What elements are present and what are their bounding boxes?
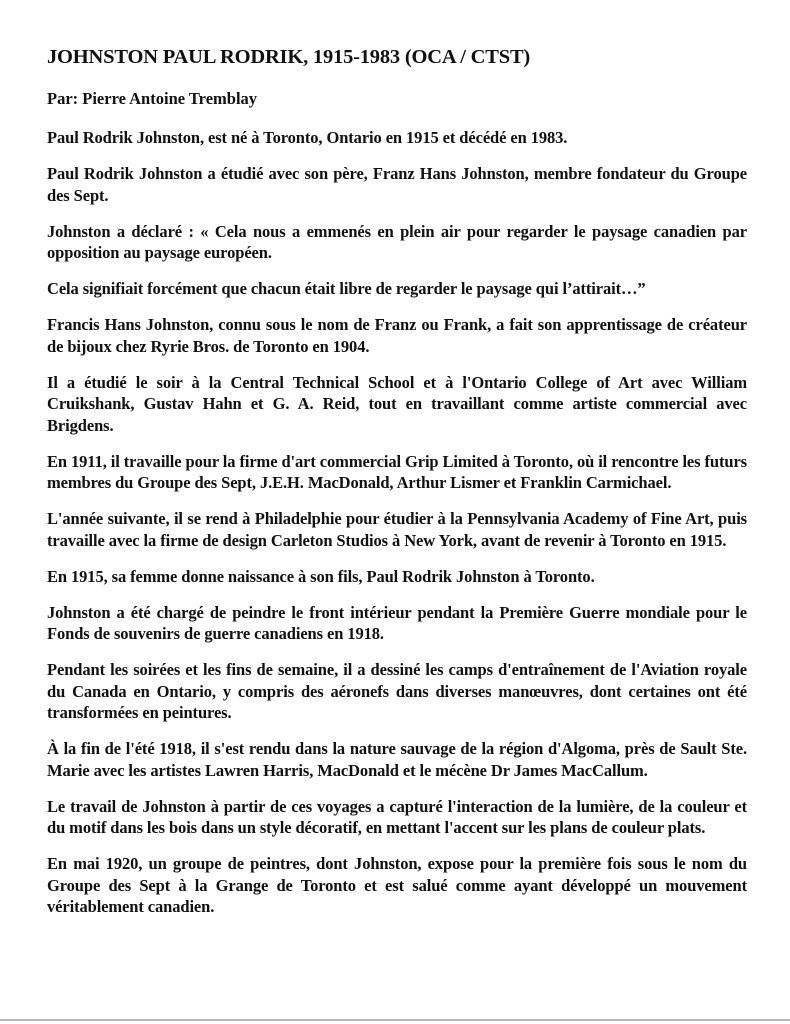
paragraph: En mai 1920, un groupe de peintres, dont Johnston, expose pour la première fois sous le nom du Groupe des Sept à la Grange de Toronto et est salué comme ayant développé un mouvement véritablement canadien.: [47, 854, 747, 916]
paragraph: À la fin de l'été 1918, il s'est rendu dans la nature sauvage de la région d'Algoma, près de Sault Ste. Marie avec les artistes Lawren Harris, MacDonald et le mécène Dr James MacCallum.: [47, 739, 747, 780]
document-page: [47, 44, 747, 932]
paragraph: Cela signifiait forcément que chacun était libre de regarder le paysage qui l’attirait…”: [47, 279, 646, 298]
paragraph: Paul Rodrik Johnston a étudié avec son père, Franz Hans Johnston, membre fondateur du Groupe des Sept.: [47, 164, 747, 205]
paragraph: Il a étudié le soir à la Central Technical School et à l'Ontario College of Art avec William Cruikshank, Gustav Hahn et G. A. Reid, tout en travaillant comme artiste commercial avec Brigdens.: [47, 372, 747, 435]
paragraph: Paul Rodrik Johnston, est né à Toronto, Ontario en 1915 et décédé en 1983.: [47, 128, 568, 147]
author-line: Par: Pierre Antoine Tremblay: [47, 89, 258, 108]
paragraph: Johnston a déclaré : « Cela nous a emmenés en plein air pour regarder le paysage canadien par opposition au paysage européen.: [47, 221, 747, 262]
paragraph: Francis Hans Johnston, connu sous le nom de Franz ou Frank, a fait son apprentissage de créateur de bijoux chez Ryrie Bros. de Toronto en 1904.: [47, 315, 747, 356]
paragraph: En 1915, sa femme donne naissance à son fils, Paul Rodrik Johnston à Toronto.: [47, 566, 595, 586]
paragraph: Pendant les soirées et les fins de semaine, il a dessiné les camps d'entraînement de l'Aviation royale du Canada en Ontario, y compris des aéronefs dans diverses manœuvres, dont certaines ont été transformées en peintures.: [47, 660, 747, 722]
paragraph: En 1911, il travaille pour la firme d'art commercial Grip Limited à Toronto, où il rencontre les futurs membres du Groupe des Sept, J.E.H. MacDonald, Arthur Lismer et Franklin Carmichael.: [47, 451, 747, 492]
paragraph: Le travail de Johnston à partir de ces voyages a capturé l'interaction de la lumière, de la couleur et du motif dans les bois dans un style décoratif, en mettant l'accent sur les plans de couleur plats.: [47, 796, 747, 837]
document-title: JOHNSTON PAUL RODRIK, 1915-1983 (OCA / CTST): [47, 46, 531, 68]
paragraph: L'année suivante, il se rend à Philadelphie pour étudier à la Pennsylvania Academy of Fine Art, puis travaille avec la firme de design Carleton Studios à New York, avant de revenir à Toronto en 1915.: [47, 509, 747, 550]
page-bottom-divider: [0, 1019, 790, 1021]
paragraph: Johnston a été chargé de peindre le front intérieur pendant la Première Guerre mondiale pour le Fonds de souvenirs de guerre canadiens en 1918.: [47, 602, 747, 643]
